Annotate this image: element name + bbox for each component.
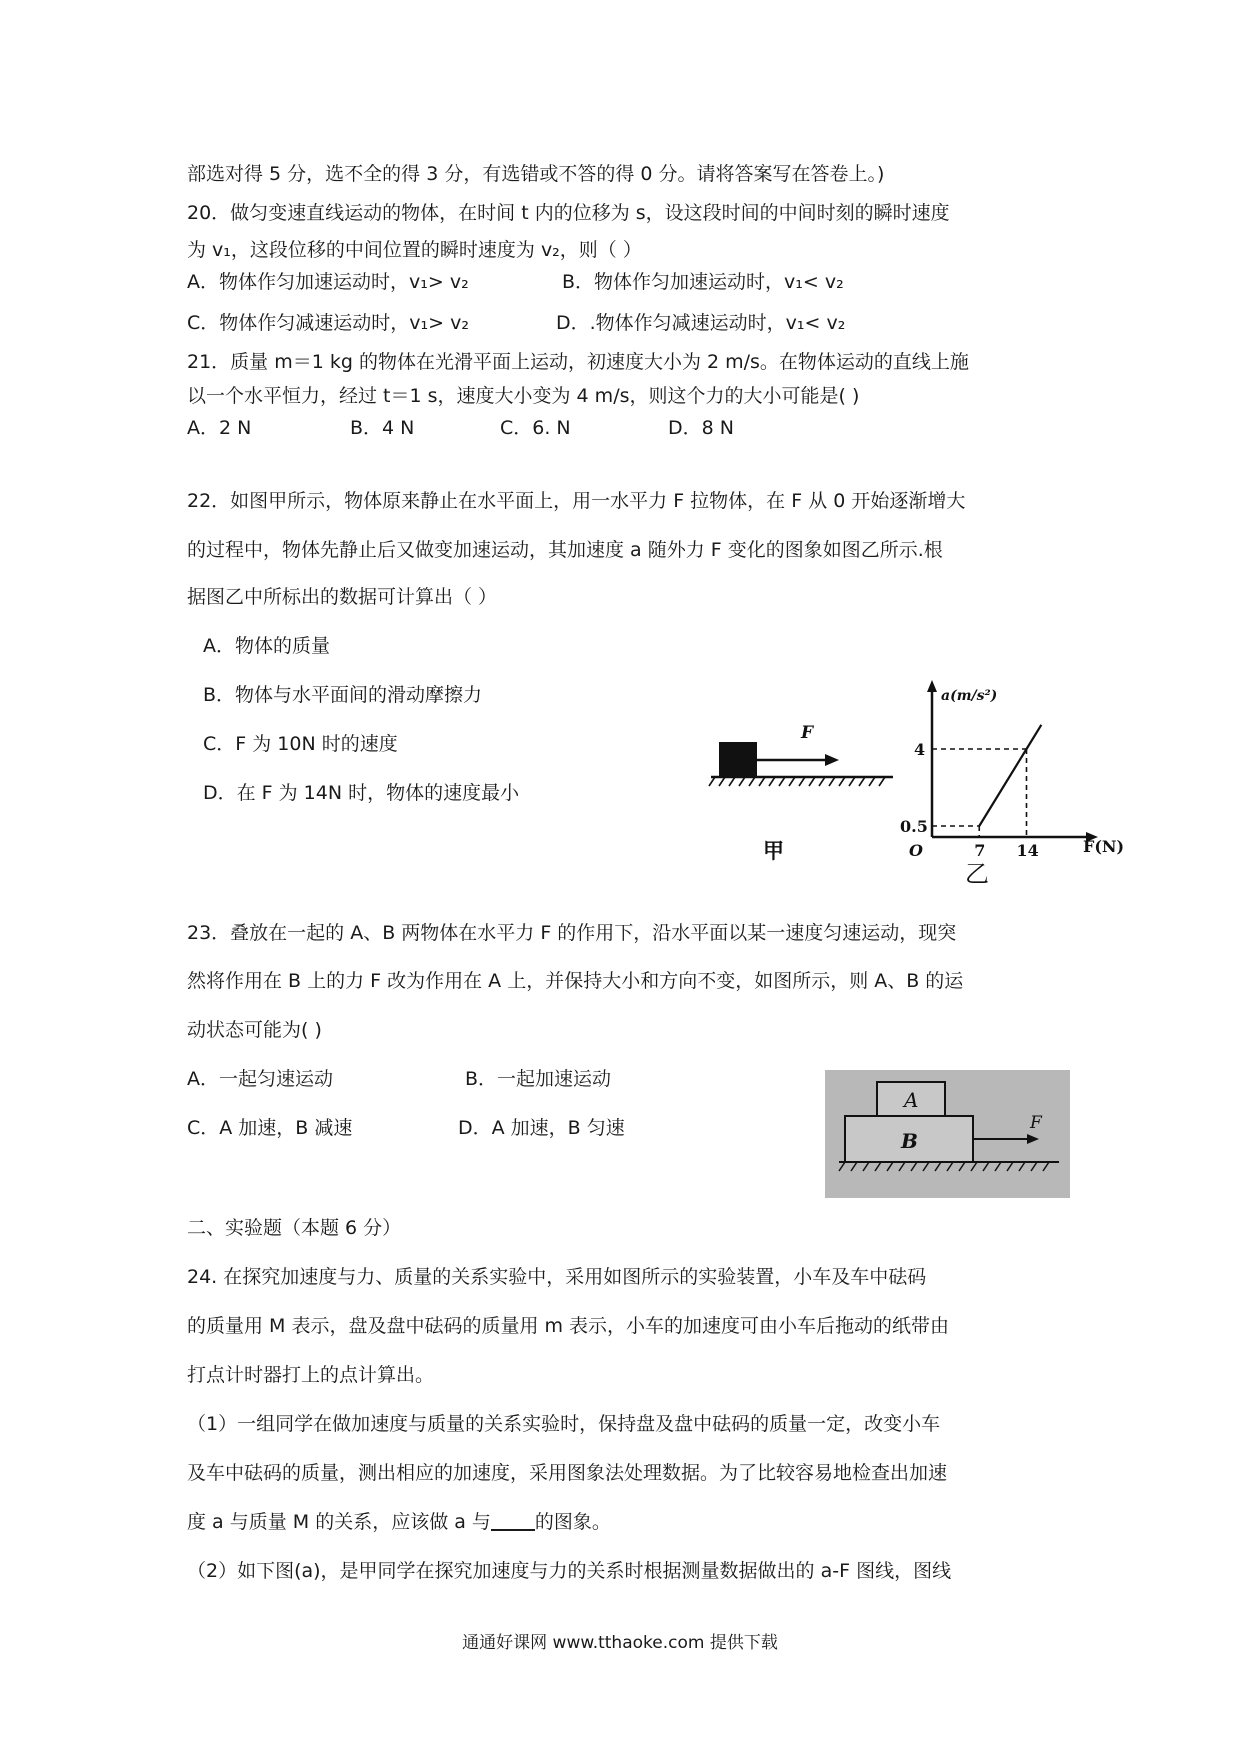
y-axis-arrowhead xyxy=(927,680,937,692)
q24-stem-line1: 24. 在探究加速度与力、质量的关系实验中，采用如图所示的实验装置，小车及车中砝码 xyxy=(187,1266,927,1288)
force-label: F xyxy=(801,723,814,743)
q24-stem-line3: 打点计时器打上的点计算出。 xyxy=(187,1364,435,1386)
answer-blank[interactable] xyxy=(491,1511,535,1531)
q20-stem-line1: 20．做匀变速直线运动的物体，在时间 t 内的位移为 s，设这段时间的中间时刻的瞬时速度 xyxy=(187,202,950,224)
q23-stem-line2: 然将作用在 B 上的力 F 改为作用在 A 上，并保持大小和方向不变，如图所示，则 A、B 的运 xyxy=(187,970,964,992)
figure-jia xyxy=(705,700,905,880)
block-a-label: A xyxy=(904,1088,919,1112)
footer-source: 通通好课网 www.tthaoke.com 提供下载 xyxy=(462,1633,778,1653)
q20-option-a: A．物体作匀加速运动时，v₁> v₂ xyxy=(187,271,469,293)
figure-jia-caption: 甲 xyxy=(763,839,784,863)
q24-part1-line1: （1）一组同学在做加速度与质量的关系实验时，保持盘及盘中砝码的质量一定，改变小车 xyxy=(187,1413,941,1435)
q22-option-a: A．物体的质量 xyxy=(203,635,330,657)
q23-option-d: D．A 加速，B 匀速 xyxy=(458,1117,625,1139)
q24-part1-line2: 及车中砝码的质量，测出相应的加速度，采用图象法处理数据。为了比较容易地检查出加速 xyxy=(187,1462,948,1484)
block-b-label: B xyxy=(901,1129,918,1153)
q20-option-b: B．物体作匀加速运动时，v₁< v₂ xyxy=(562,271,844,293)
q22-option-d: D．在 F 为 14N 时，物体的速度最小 xyxy=(203,782,520,804)
figure-ab-blocks xyxy=(825,1070,1070,1198)
q21-option-d: D．8 N xyxy=(668,417,734,439)
q21-stem-line2: 以一个水平恒力，经过 t＝1 s，速度大小变为 4 m/s，则这个力的大小可能是( ) xyxy=(187,385,860,407)
q24-part1-line3 xyxy=(187,1508,611,1536)
q24-part1-line3-prefix: 度 a 与质量 M 的关系，应该做 a 与 xyxy=(187,1511,491,1533)
q21-option-c: C．6. N xyxy=(500,417,571,439)
q21-stem-line1: 21．质量 m＝1 kg 的物体在光滑平面上运动，初速度大小为 2 m/s。在物体运动的直线上施 xyxy=(187,351,969,373)
q22-stem-line2: 的过程中，物体先静止后又做变加速运动，其加速度 a 随外力 F 变化的图象如图乙所示.根 xyxy=(187,539,943,561)
y-axis-label: a(m/s²) xyxy=(941,688,998,704)
q22-stem-line1: 22．如图甲所示，物体原来静止在水平面上，用一水平力 F 拉物体，在 F 从 0 开始逐渐增大 xyxy=(187,490,966,512)
q22-option-b: B．物体与水平面间的滑动摩擦力 xyxy=(203,684,483,706)
force-label: F xyxy=(1030,1113,1042,1133)
x-axis-label: F(N) xyxy=(1083,837,1125,856)
q21-option-a: A．2 N xyxy=(187,417,252,439)
origin-label: O xyxy=(909,841,923,860)
force-arrowhead xyxy=(825,754,839,766)
q23-option-c: C．A 加速，B 减速 xyxy=(187,1117,353,1139)
q22-stem-line3: 据图乙中所标出的数据可计算出（ ） xyxy=(187,586,498,608)
q20-option-d: D．.物体作匀减速运动时，v₁< v₂ xyxy=(556,312,846,334)
figure-yi-caption: 乙 xyxy=(965,860,989,888)
q23-option-a: A．一起匀速运动 xyxy=(187,1068,333,1090)
q23-stem-line3: 动状态可能为( ) xyxy=(187,1019,322,1041)
q24-part1-line3-suffix: 的图象。 xyxy=(534,1511,611,1533)
q24-stem-line2: 的质量用 M 表示，盘及盘中砝码的质量用 m 表示，小车的加速度可由小车后拖动的纸带由 xyxy=(187,1315,950,1337)
x-tick-label: 14 xyxy=(1016,841,1039,860)
q23-stem-line1: 23．叠放在一起的 A、B 两物体在水平力 F 的作用下，沿水平面以某一速度匀速运动，现突 xyxy=(187,922,957,944)
figure-yi-graph xyxy=(885,680,1150,895)
q24-part2-line1: （2）如下图(a)，是甲同学在探究加速度与力的关系时根据测量数据做出的 a-F 图线，图线 xyxy=(187,1560,952,1582)
ground-hatching xyxy=(709,777,885,786)
q21-option-b: B．4 N xyxy=(350,417,415,439)
q23-option-b: B．一起加速运动 xyxy=(465,1068,612,1090)
y-tick-label: 4 xyxy=(914,740,926,759)
q22-option-c: C．F 为 10N 时的速度 xyxy=(203,733,398,755)
x-tick-label: 7 xyxy=(974,841,986,860)
q20-option-c: C．物体作匀减速运动时，v₁> v₂ xyxy=(187,312,469,334)
data-line xyxy=(979,725,1041,826)
instruction-continuation: 部选对得 5 分，选不全的得 3 分，有选错或不答的得 0 分。请将答案写在答卷上。) xyxy=(187,163,885,185)
y-tick-label: 0.5 xyxy=(900,817,928,836)
q20-stem-line2: 为 v₁，这段位移的中间位置的瞬时速度为 v₂，则（ ） xyxy=(187,239,642,261)
section-2-heading: 二、实验题（本题 6 分） xyxy=(187,1217,402,1239)
block xyxy=(719,742,757,776)
